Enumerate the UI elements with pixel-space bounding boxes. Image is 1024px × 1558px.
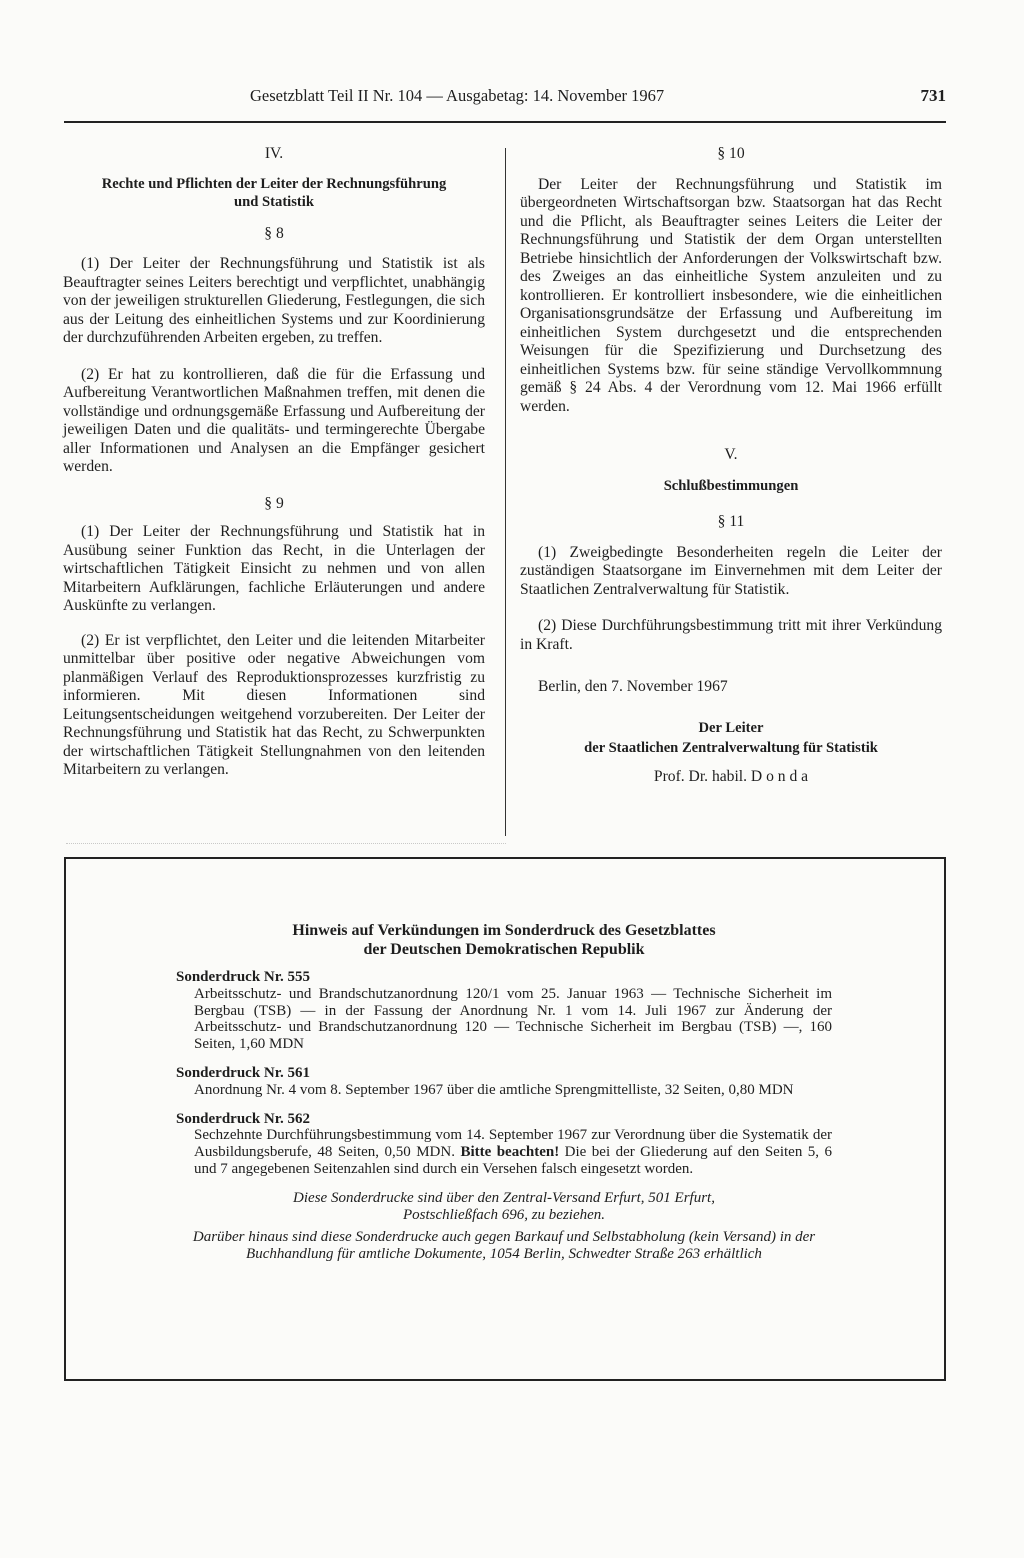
section-title-line-1: Rechte und Pflichten der Leiter der Rechnungsführung [101, 175, 447, 192]
sonderdruck-562-text-a: Sechzehnte Durchführungsbestimmung vom 14. September 1967 zur Verordnung über die Systematik der Ausbildungsberufe, 48 Seiten, 0,50 MDN. [194, 1127, 832, 1161]
scan-noise-line [66, 843, 506, 844]
place-and-date: Berlin, den 7. November 1967 [538, 678, 728, 695]
right-column [520, 145, 942, 786]
paragraph-11-section-1: (1) Zweigbedingte Besonderheiten regeln die Leiter der zuständigen Staatsorgane im Einvernehmen mit dem Leiter der Staatlichen Zentralverwaltung für Statistik. [520, 543, 942, 598]
header-title: Gesetzblatt Teil II Nr. 104 — Ausgabetag: 14. November 1967 [250, 86, 665, 105]
section-title-line-2: und Statistik [234, 193, 314, 210]
purchase-note: Darüber hinaus sind diese Sonderdrucke auch gegen Barkauf und Selbstabholung (kein Versand) in der Buchhandlung für amtliche Dokumente, 1054 Berlin, Schwedter Straße 263 erhältlich [192, 1229, 816, 1263]
signer-title-line-1: Der Leiter [698, 719, 764, 736]
paragraph-9-section-2: (2) Er ist verpflichtet, den Leiter und die leitenden Mitarbeiter unmittelbar über positive oder negative Abweichungen vom planmäßigen Verlauf des Reproduktionsprozesses kurzfristig zu informieren. Mit diesen Informationen sind Leitungsentscheidungen weitgehend vorzubereiten. Der Leiter der Rechnungsführung und Statistik hat das Recht, zu Schwerpunkten der wirtschaftlichen Tätigkeit Stellungnahmen von den leitenden Mitarbeitern zu verlangen. [63, 631, 485, 778]
paragraph-11-heading: § 11 [717, 513, 745, 530]
sonderdruck-555-text: Arbeitsschutz- und Brandschutzanordnung 120/1 vom 25. Januar 1963 — Technische Sicherheit im Bergbau (TSB) — in der Fassung der Anordnung Nr. 1 vom 14. Juli 1967 zur Änderung der Arbeitsschutz- und Brandschutzanordnung 120 — Technische Sicherheit im Bergbau (TSB) —, 160 Seiten, 1,60 MDN [194, 985, 832, 1053]
sonderdruck-562-label: Sonderdruck Nr. 562 [176, 1110, 311, 1127]
sonderdruck-562-text [194, 1127, 832, 1177]
notice-title-line-2: der Deutschen Demokratischen Republik [363, 941, 645, 958]
header-rule [64, 121, 946, 123]
signer-title-line-2: der Staatlichen Zentralverwaltung für Statistik [584, 740, 878, 756]
sonderdruck-562-attention: Bitte beachten! [460, 1144, 560, 1161]
paragraph-8-section-1: (1) Der Leiter der Rechnungsführung und Statistik ist als Beauftragter seines Leiters berechtigt und verpflichtet, unabhängig von der jeweiligen strukturellen Gliederung, Festlegungen, die sich aus der Leitung des einheitlichen Systems und zur Koordinierung der durchzuführenden Arbeiten ergeben, zu treffen. [63, 255, 485, 346]
column-separator [505, 148, 506, 836]
page-number: 731 [920, 86, 946, 105]
notice-box [64, 857, 946, 1381]
paragraph-9-section-1: (1) Der Leiter der Rechnungsführung und Statistik hat in Ausübung seiner Funktion das Recht, in die Unterlagen der wirtschaftlichen Tätigkeit Einsicht zu nehmen und von allen Mitarbeitern Aufklärungen, fachliche Erläuterungen und andere Auskünfte zu verlangen. [63, 523, 485, 614]
page-header [60, 86, 946, 110]
notice-title-line-1: Hinweis auf Verkündungen im Sonderdruck des Gesetzblattes [292, 922, 716, 939]
paragraph-9-heading: § 9 [264, 494, 284, 512]
paragraph-8-section-2: (2) Er hat zu kontrollieren, daß die für die Erfassung und Aufbereitung Verantwortlichen Maßnahmen treffen, mit denen die vollständige und ordnungsgemäße Erfassung und Aufbereitung der jeweiligen Daten und die qualitäts- und termingerechte Übergabe aller Informationen und Analysen an die Empfänger gesichert werden. [63, 365, 485, 475]
section-title-schlussbestimmungen: Schlußbestimmungen [663, 477, 799, 494]
sonderdruck-561-text: Anordnung Nr. 4 vom 8. September 1967 über die amtliche Sprengmittelliste, 32 Seiten, 0,80 MDN [194, 1081, 794, 1098]
signer-name: Prof. Dr. habil. D o n d a [653, 767, 809, 785]
notice-box-content [176, 921, 832, 1263]
distribution-note: Diese Sonderdrucke sind über den Zentral-Versand Erfurt, 501 Erfurt, Postschließfach 696, zu beziehen. [293, 1189, 715, 1223]
left-column [63, 145, 485, 780]
paragraph-11-section-2: (2) Diese Durchführungsbestimmung tritt mit ihrer Verkündung in Kraft. [520, 617, 942, 653]
section-numeral-iv: IV. [264, 145, 284, 162]
paragraph-8-heading: § 8 [264, 224, 284, 242]
sonderdruck-561-label: Sonderdruck Nr. 561 [176, 1064, 311, 1081]
paragraph-10-heading: § 10 [717, 145, 745, 162]
section-numeral-v: V. [724, 446, 738, 463]
sonderdruck-562-text-b: Die bei der Gliederung auf den Seiten 5, 6 und 7 angegebenen Seitenzahlen sind durch ein Versehen falsch eingesetzt worden. [194, 1144, 833, 1177]
paragraph-10-text: Der Leiter der Rechnungsführung und Statistik im übergeordneten Wirtschaftsorgan bzw. Staatsorgan hat das Recht und die Pflicht, als Beauftragter seines Leiters die Leiter der Rechnungsführung und Statistik der dem Organ unterstellten Betriebe hinsichtlich der Anforderungen der Volkswirtschaft bzw. des Zweiges an das einheitliche System anzuleiten und zu kontrollieren. Er kontrolliert insbesondere, wie die einheitlichen Organisationsgrundsätze der Erfassung und Aufbereitung im einheitlichen System durchgesetzt und die entsprechenden Weisungen für die Spezifizierung und Durchsetzung des einheitlichen Systems bzw. für seine ständige Vervollkommnung gemäß § 24 Abs. 4 der Verordnung vom 12. Mai 1966 erfüllt werden. [520, 175, 942, 415]
sonderdruck-555-label: Sonderdruck Nr. 555 [176, 969, 311, 985]
